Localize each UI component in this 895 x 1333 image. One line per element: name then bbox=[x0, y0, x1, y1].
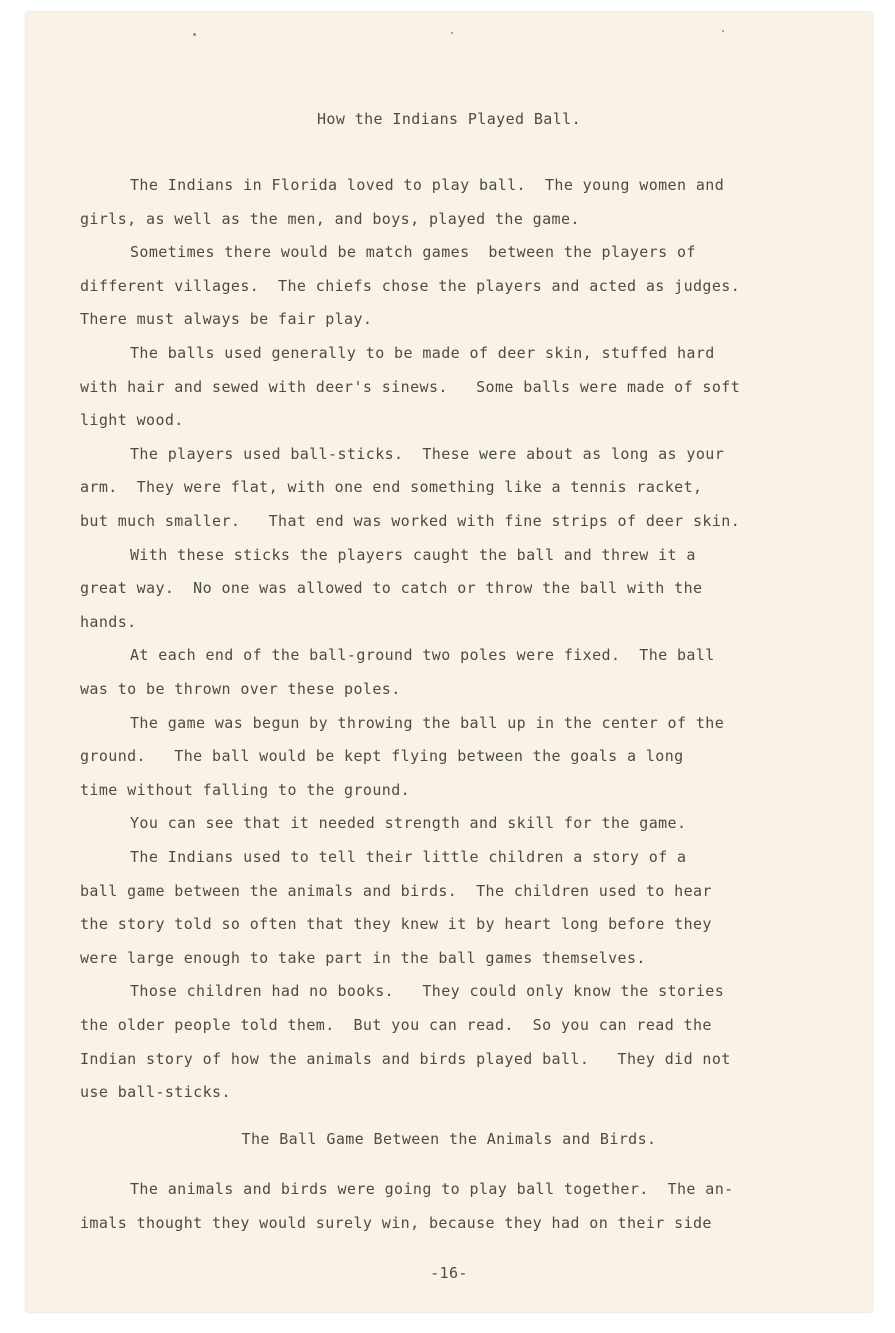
paragraph-line: arm. They were flat, with one end something like a tennis racket, bbox=[80, 478, 703, 497]
paragraph-line: Indian story of how the animals and birds played ball. They did not bbox=[80, 1049, 731, 1068]
paragraph-line: was to be thrown over these poles. bbox=[80, 680, 401, 698]
paragraph-line: with hair and sewed with deer's sinews. Some balls were made of soft bbox=[80, 377, 741, 396]
paragraph-line: ground. The ball would be kept flying between the goals a long bbox=[80, 747, 684, 766]
paragraph-line: You can see that it needed strength and skill for the game. bbox=[130, 814, 687, 833]
paragraph-line: use ball-sticks. bbox=[80, 1083, 231, 1102]
document-title: How the Indians Played Ball. bbox=[316, 110, 582, 128]
page-number: -16- bbox=[430, 1264, 468, 1282]
paragraph-line: The balls used generally to be made of deer skin, stuffed hard bbox=[130, 344, 715, 362]
paragraph-line: Those children had no books. They could only know the stories bbox=[130, 982, 725, 1001]
document-page bbox=[26, 12, 872, 1312]
ink-speck bbox=[451, 32, 453, 34]
paragraph-line: time without falling to the ground. bbox=[80, 780, 411, 799]
paragraph-line: The Indians in Florida loved to play ball. The young women and bbox=[130, 176, 725, 194]
paragraph-line: The animals and birds were going to play ball together. The an- bbox=[130, 1180, 734, 1198]
paragraph-line: With these sticks the players caught the ball and threw it a bbox=[130, 545, 696, 564]
paragraph-line: girls, as well as the men, and boys, played the game. bbox=[80, 209, 580, 228]
paragraph-line: The game was begun by throwing the ball up in the center of the bbox=[130, 713, 725, 732]
paragraph-line: ball game between the animals and birds. The children used to hear bbox=[80, 881, 712, 900]
section-subtitle: The Ball Game Between the Animals and Birds. bbox=[241, 1130, 657, 1148]
paragraph-line: Sometimes there would be match games between the players of bbox=[130, 243, 696, 262]
paragraph-line: imals thought they would surely win, because they had on their side bbox=[80, 1213, 712, 1232]
paragraph-line: the story told so often that they knew it by heart long before they bbox=[80, 915, 712, 934]
paragraph-line: the older people told them. But you can read. So you can read the bbox=[80, 1016, 712, 1034]
paragraph-line: The players used ball-sticks. These were about as long as your bbox=[130, 444, 725, 463]
paragraph-line: great way. No one was allowed to catch or throw the ball with the bbox=[80, 579, 703, 598]
paragraph-line: hands. bbox=[80, 612, 137, 631]
paragraph-line: but much smaller. That end was worked with fine strips of deer skin. bbox=[80, 512, 741, 530]
ink-speck bbox=[193, 33, 196, 36]
paragraph-line: There must always be fair play. bbox=[80, 310, 373, 329]
paragraph-line: different villages. The chiefs chose the players and acted as judges. bbox=[80, 276, 741, 295]
paragraph-line: light wood. bbox=[80, 411, 184, 430]
paragraph-line: were large enough to take part in the ball games themselves. bbox=[80, 948, 646, 967]
ink-speck bbox=[722, 30, 724, 32]
paragraph-line: At each end of the ball-ground two poles were fixed. The ball bbox=[130, 646, 715, 665]
paragraph-line: The Indians used to tell their little children a story of a bbox=[130, 848, 687, 866]
